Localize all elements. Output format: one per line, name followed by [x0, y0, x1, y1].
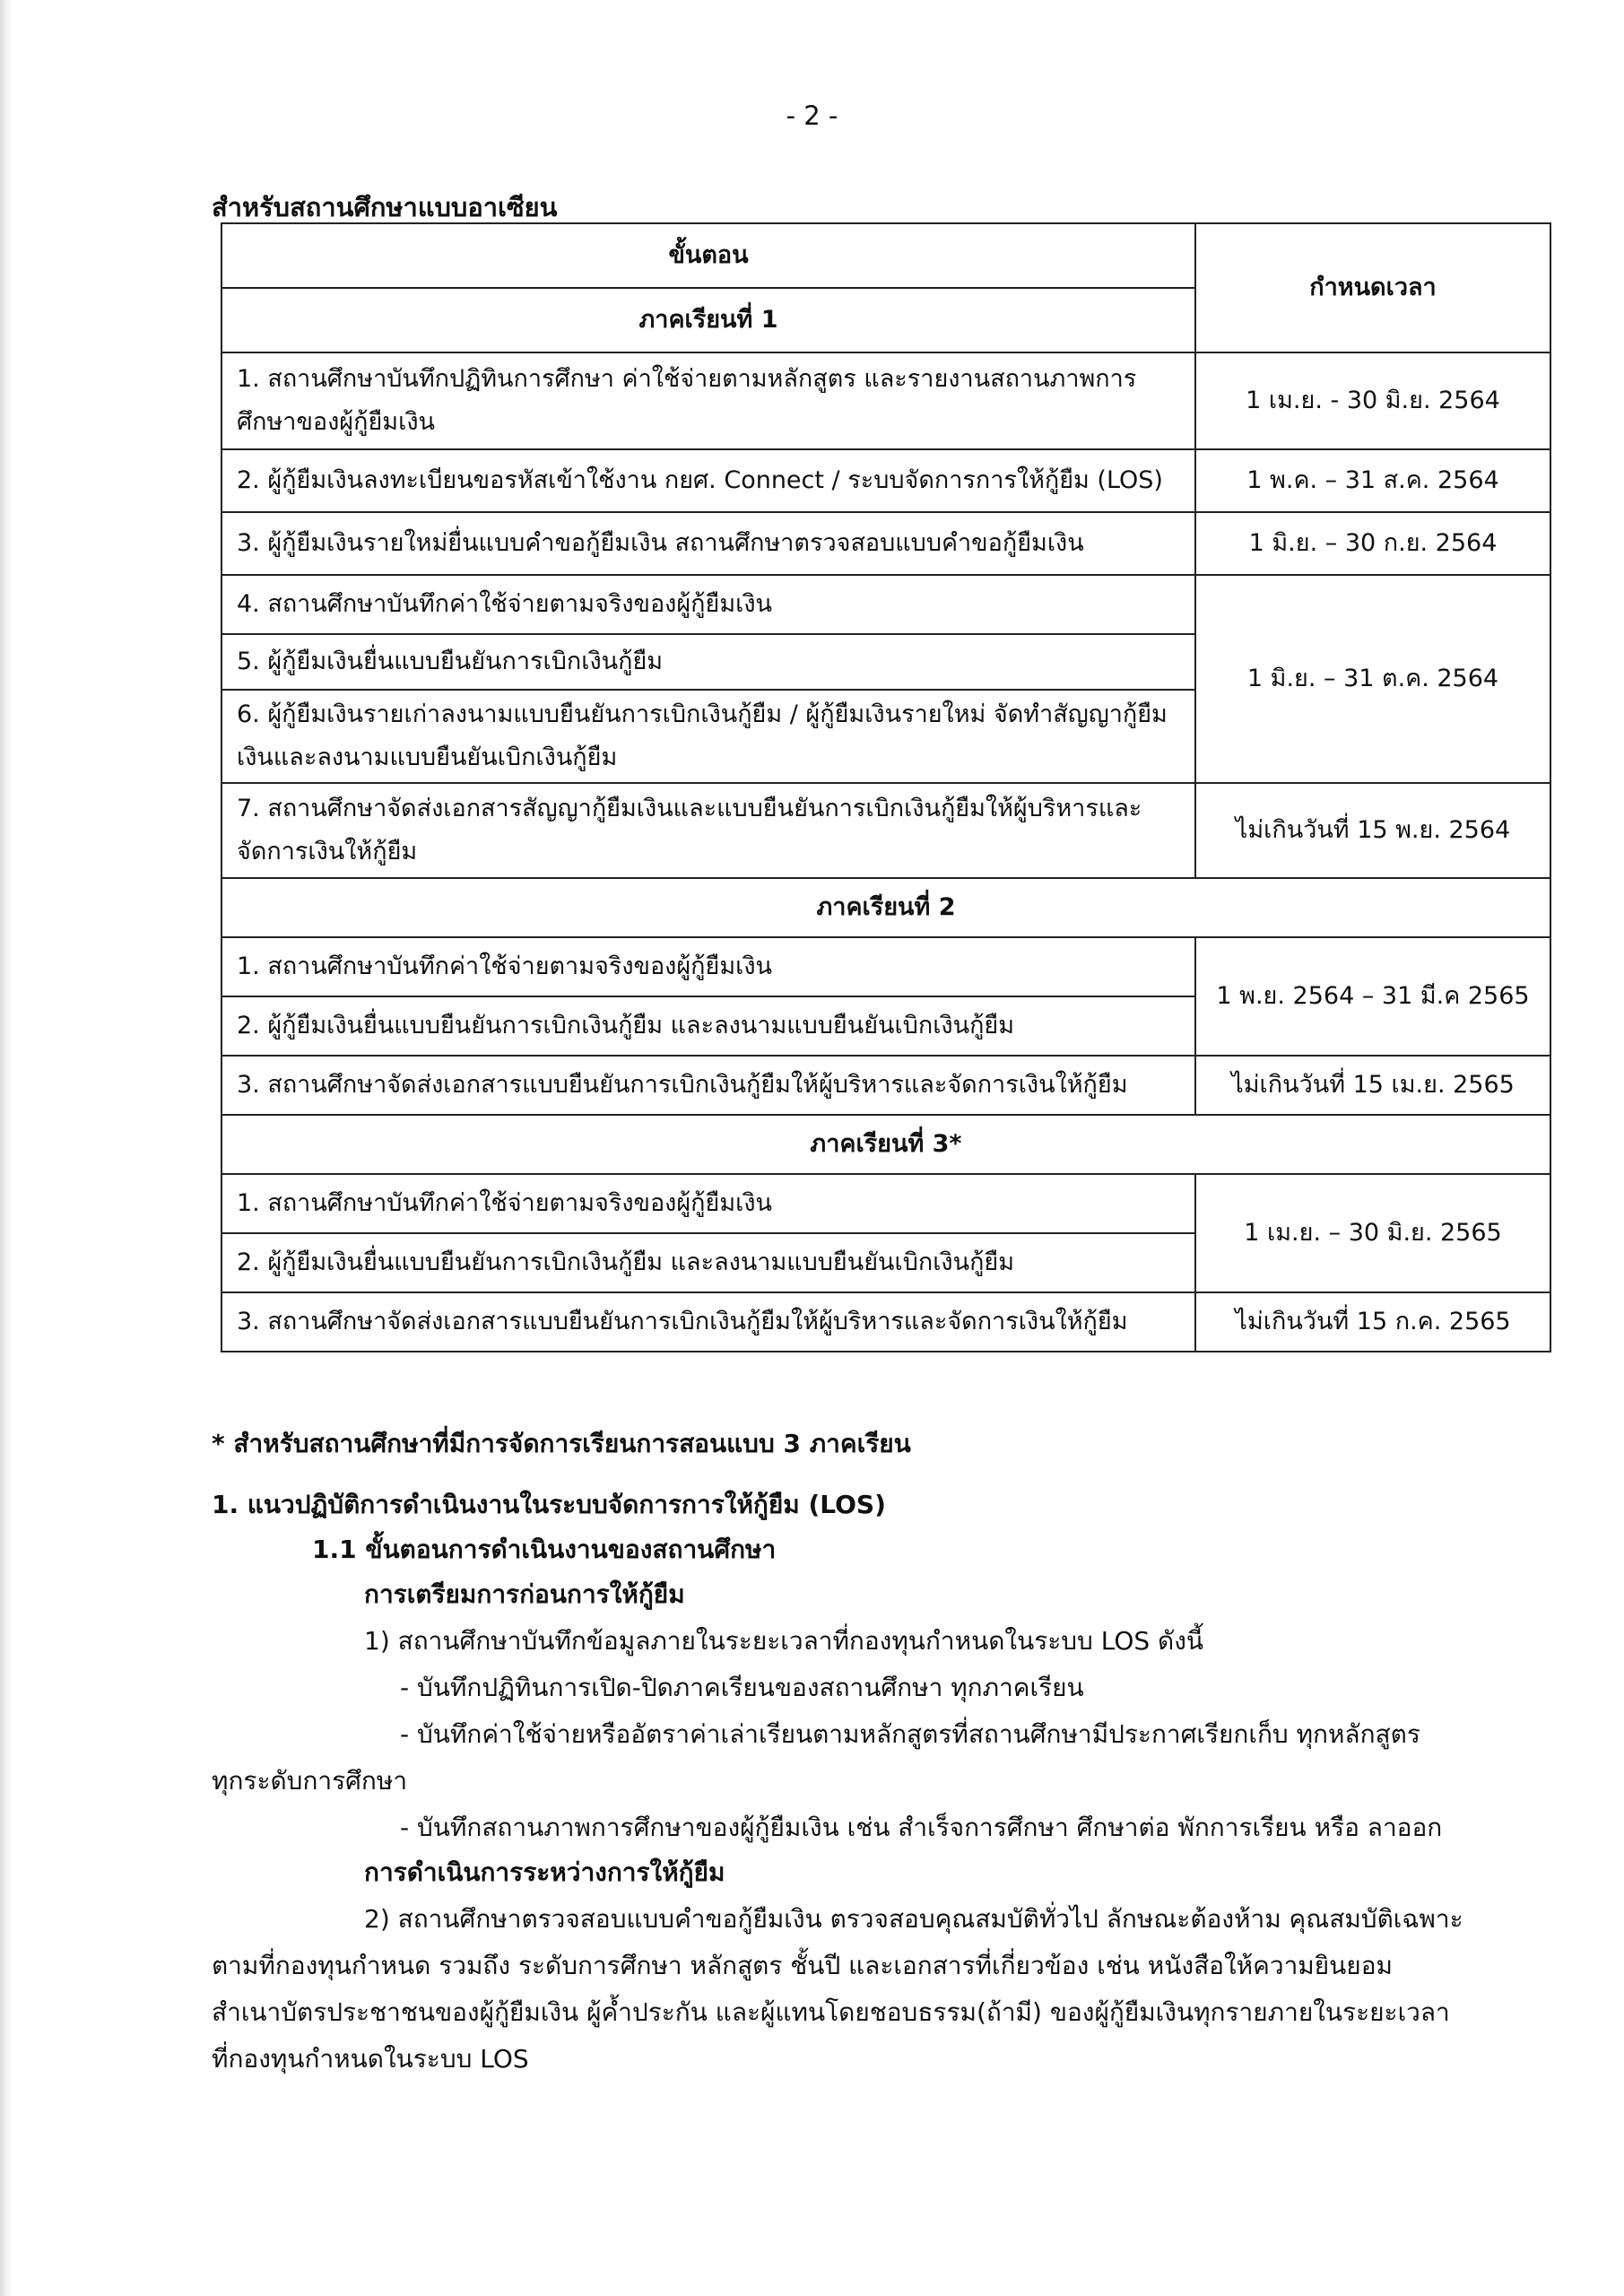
section-title: สำหรับสถานศึกษาแบบอาเซียน	[212, 192, 558, 222]
schedule-table	[221, 222, 1551, 1352]
table-row-step: 2. ผู้กู้ยืมเงินยื่นแบบยืนยันการเบิกเงินกู้ยืม และลงนามแบบยืนยันเบิกเงินกู้ยืม	[221, 996, 1195, 1056]
item-2-line-2: ตามที่กองทุนกำหนด รวมถึง ระดับการศึกษา หลักสูตร ชั้นปี และเอกสารที่เกี่ยวข้อง เช่น หนังสือให้ความยินยอม	[212, 1951, 1393, 1980]
table-row-step: 3. สถานศึกษาจัดส่งเอกสารแบบยืนยันการเบิกเงินกู้ยืมให้ผู้บริหารและจัดการเงินให้กู้ยืม	[221, 1056, 1195, 1115]
table-row-time-merged: 1 เม.ย. – 30 มิ.ย. 2565	[1195, 1174, 1550, 1292]
item-2-line-4: ที่กองทุนกำหนดในระบบ LOS	[212, 2044, 529, 2074]
subheading-during: การดำเนินการระหว่างการให้กู้ยืม	[364, 1857, 725, 1887]
scan-edge	[0, 0, 13, 2296]
table-row-step: 1. สถานศึกษาบันทึกค่าใช้จ่ายตามจริงของผู้กู้ยืมเงิน	[221, 937, 1195, 996]
heading-1: 1. แนวปฏิบัติการดำเนินงานในระบบจัดการการให้กู้ยืม (LOS)	[212, 1490, 886, 1519]
table-row-step: 5. ผู้กู้ยืมเงินยื่นแบบยืนยันการเบิกเงินกู้ยืม	[221, 634, 1195, 690]
table-row-step: 2. ผู้กู้ยืมเงินยื่นแบบยืนยันการเบิกเงินกู้ยืม และลงนามแบบยืนยันเบิกเงินกู้ยืม	[221, 1233, 1195, 1292]
semester-2-title: ภาคเรียนที่ 2	[221, 878, 1550, 937]
footnote: * สำหรับสถานศึกษาที่มีการจัดการเรียนการสอนแบบ 3 ภาคเรียน	[212, 1429, 911, 1458]
table-row-step: 3. ผู้กู้ยืมเงินรายใหม่ยื่นแบบคำขอกู้ยืมเงิน สถานศึกษาตรวจสอบแบบคำขอกู้ยืมเงิน	[221, 512, 1195, 575]
bullet-3: - บันทึกสถานภาพการศึกษาของผู้กู้ยืมเงิน เช่น สำเร็จการศึกษา ศึกษาต่อ พักการเรียน หรือ ลาออก	[400, 1813, 1443, 1842]
table-row-step: 2. ผู้กู้ยืมเงินลงทะเบียนขอรหัสเข้าใช้งาน กยศ. Connect / ระบบจัดการการให้กู้ยืม (LOS)	[221, 449, 1195, 512]
table-row-step: 1. สถานศึกษาบันทึกปฏิทินการศึกษา ค่าใช้จ่ายตามหลักสูตร และรายงานสถานภาพการศึกษาของผู้กู้ยืมเงิน	[221, 352, 1195, 449]
table-row-step: 3. สถานศึกษาจัดส่งเอกสารแบบยืนยันการเบิกเงินกู้ยืมให้ผู้บริหารและจัดการเงินให้กู้ยืม	[221, 1292, 1195, 1352]
semester-3-title: ภาคเรียนที่ 3*	[221, 1115, 1550, 1174]
table-row-step: 4. สถานศึกษาบันทึกค่าใช้จ่ายตามจริงของผู้กู้ยืมเงิน	[221, 575, 1195, 634]
item-1: 1) สถานศึกษาบันทึกข้อมูลภายในระยะเวลาที่กองทุนกำหนดในระบบ LOS ดังนี้	[364, 1626, 1204, 1656]
header-steps: ขั้นตอน	[221, 223, 1195, 288]
table-row-time: ไม่เกินวันที่ 15 ก.ค. 2565	[1195, 1292, 1550, 1352]
table-row-time: 1 มิ.ย. – 30 ก.ย. 2564	[1195, 512, 1550, 575]
table-row-time-merged: 1 พ.ย. 2564 – 31 มี.ค 2565	[1195, 937, 1550, 1056]
item-2-line-1: 2) สถานศึกษาตรวจสอบแบบคำขอกู้ยืมเงิน ตรวจสอบคุณสมบัติทั่วไป ลักษณะต้องห้าม คุณสมบัติเฉพาะ	[364, 1904, 1463, 1934]
bullet-1: - บันทึกปฏิทินการเปิด-ปิดภาคเรียนของสถานศึกษา ทุกภาคเรียน	[400, 1673, 1084, 1702]
table-row-step: 6. ผู้กู้ยืมเงินรายเก่าลงนามแบบยืนยันการเบิกเงินกู้ยืม / ผู้กู้ยืมเงินรายใหม่ จัดทำสัญญากู้ยืมเงินและลงนามแบบยืนยันเบิกเงินกู้ยืม	[221, 690, 1195, 783]
heading-1-1: 1.1 ขั้นตอนการดำเนินงานของสถานศึกษา	[312, 1535, 777, 1564]
header-time: กำหนดเวลา	[1195, 223, 1550, 352]
semester-1-title: ภาคเรียนที่ 1	[221, 288, 1195, 352]
table-row-step: 7. สถานศึกษาจัดส่งเอกสารสัญญากู้ยืมเงินและแบบยืนยันการเบิกเงินกู้ยืมให้ผู้บริหารและจัดการเงินให้กู้ยืม	[221, 783, 1195, 878]
bullet-2-line-1: - บันทึกค่าใช้จ่ายหรืออัตราค่าเล่าเรียนตามหลักสูตรที่สถานศึกษามีประกาศเรียกเก็บ ทุกหลักสูตร	[400, 1719, 1420, 1749]
item-2-line-3: สำเนาบัตรประชาชนของผู้กู้ยืมเงิน ผู้ค้ำประกัน และผู้แทนโดยชอบธรรม(ถ้ามี) ของผู้กู้ยืมเงินทุกรายภายในระยะเวลา	[212, 1997, 1450, 2027]
table-row-time: 1 เม.ย. - 30 มิ.ย. 2564	[1195, 352, 1550, 449]
table-row-time: ไม่เกินวันที่ 15 พ.ย. 2564	[1195, 783, 1550, 878]
bullet-2-line-2: ทุกระดับการศึกษา	[212, 1766, 408, 1796]
table-row-time-merged: 1 มิ.ย. – 31 ต.ค. 2564	[1195, 575, 1550, 783]
table-row-time: 1 พ.ค. – 31 ส.ค. 2564	[1195, 449, 1550, 512]
table-row-step: 1. สถานศึกษาบันทึกค่าใช้จ่ายตามจริงของผู้กู้ยืมเงิน	[221, 1174, 1195, 1233]
page-number: - 2 -	[786, 100, 838, 131]
subheading-prep: การเตรียมการก่อนการให้กู้ยืม	[364, 1579, 685, 1609]
table-row-time: ไม่เกินวันที่ 15 เม.ย. 2565	[1195, 1056, 1550, 1115]
